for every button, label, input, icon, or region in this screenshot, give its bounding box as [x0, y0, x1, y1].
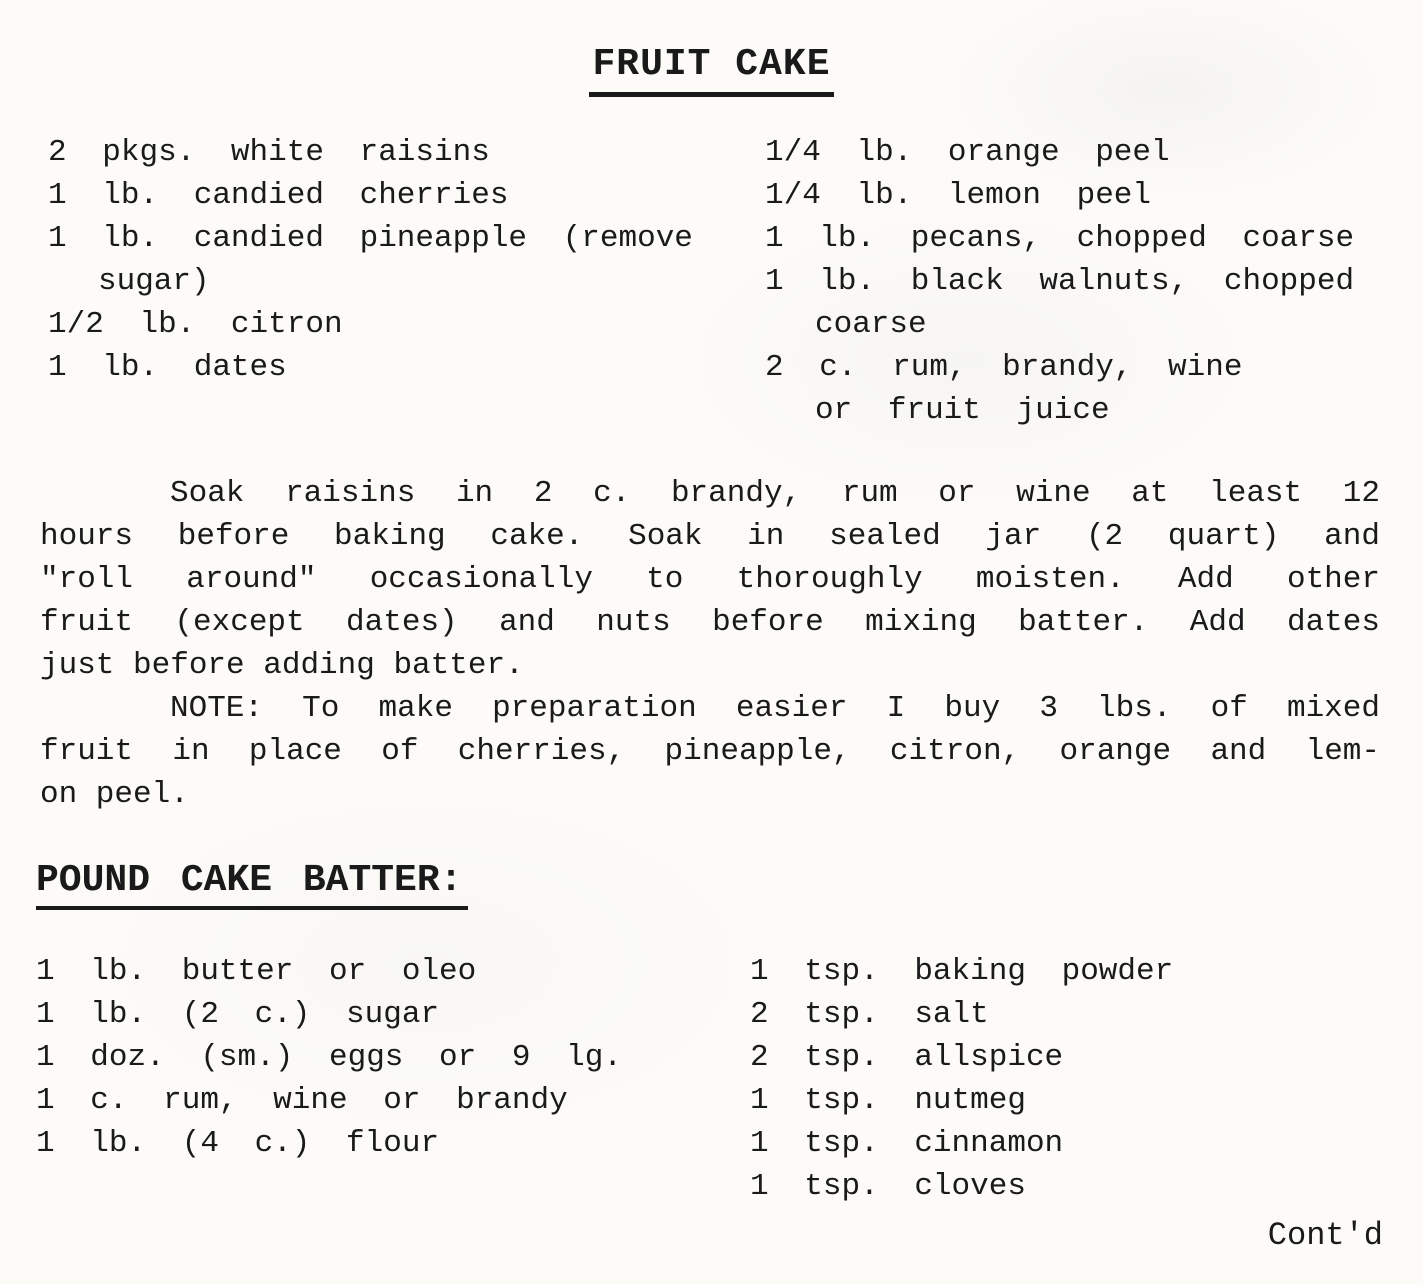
ingredient-line: 1 lb. black walnuts, chopped	[765, 263, 1355, 299]
note-line: NOTE: To make preparation easier I buy 3 lbs. of mixed	[170, 690, 1380, 726]
ingredient-line: 1 doz. (sm.) eggs or 9 lg.	[36, 1039, 622, 1075]
instructions-line: hours before baking cake. Soak in sealed jar (2 quart) and	[40, 518, 1380, 554]
ingredient-line: 1 lb. candied pineapple (remove	[48, 220, 693, 256]
pound-cake-ingredients-left-column	[36, 950, 750, 1165]
instructions-line: fruit (except dates) and nuts before mixing batter. Add dates	[40, 604, 1380, 640]
ingredient-line-continuation: sugar)	[98, 263, 210, 299]
instructions-line: "roll around" occasionally to thoroughly moisten. Add other	[40, 561, 1380, 597]
pound-cake-ingredient-list	[36, 950, 1393, 1208]
ingredient-line-continuation: or fruit juice	[815, 392, 1110, 428]
pound-cake-section	[36, 860, 1423, 910]
ingredient-line: 1 lb. pecans, chopped coarse	[765, 220, 1355, 256]
ingredient-line: 1 tsp. cloves	[750, 1168, 1026, 1204]
ingredient-line-continuation: coarse	[815, 306, 927, 342]
fruit-cake-ingredients-right-column	[765, 131, 1393, 432]
title-section	[0, 44, 1423, 97]
recipe-title: FRUIT CAKE	[589, 44, 833, 97]
ingredient-line: 2 tsp. salt	[750, 996, 989, 1032]
continued-label: Cont'd	[1267, 1216, 1383, 1254]
instructions-block	[40, 472, 1380, 816]
ingredient-line: 1 lb. butter or oleo	[36, 953, 477, 989]
ingredient-line: 1 lb. candied cherries	[48, 177, 509, 213]
ingredient-line: 1 c. rum, wine or brandy	[36, 1082, 568, 1118]
ingredient-line: 1/4 lb. orange peel	[765, 134, 1170, 170]
ingredient-line: 1 lb. dates	[48, 349, 287, 385]
ingredient-line: 1 tsp. nutmeg	[750, 1082, 1026, 1118]
ingredient-line: 2 tsp. allspice	[750, 1039, 1064, 1075]
ingredient-line: 2 pkgs. white raisins	[48, 134, 490, 170]
ingredient-line: 1 tsp. cinnamon	[750, 1125, 1064, 1161]
ingredient-line: 1 lb. (4 c.) flour	[36, 1125, 440, 1161]
ingredient-line: 1/4 lb. lemon peel	[765, 177, 1152, 213]
fruit-cake-ingredients-left-column	[48, 131, 765, 389]
ingredient-line: 1/2 lb. citron	[48, 306, 343, 342]
ingredient-line: 1 lb. (2 c.) sugar	[36, 996, 440, 1032]
note-line: fruit in place of cherries, pineapple, citron, orange and lem-	[40, 733, 1380, 769]
pound-cake-ingredients-right-column	[750, 950, 1393, 1208]
instructions-line: Soak raisins in 2 c. brandy, rum or wine at least 12	[170, 475, 1380, 511]
note-line: on peel.	[40, 776, 189, 812]
pound-cake-batter-heading: POUND CAKE BATTER:	[36, 860, 468, 910]
fruit-cake-ingredient-list	[48, 131, 1393, 432]
ingredient-line: 2 c. rum, brandy, wine	[765, 349, 1243, 385]
ingredient-line: 1 tsp. baking powder	[750, 953, 1174, 989]
instructions-line: just before adding batter.	[40, 647, 524, 683]
